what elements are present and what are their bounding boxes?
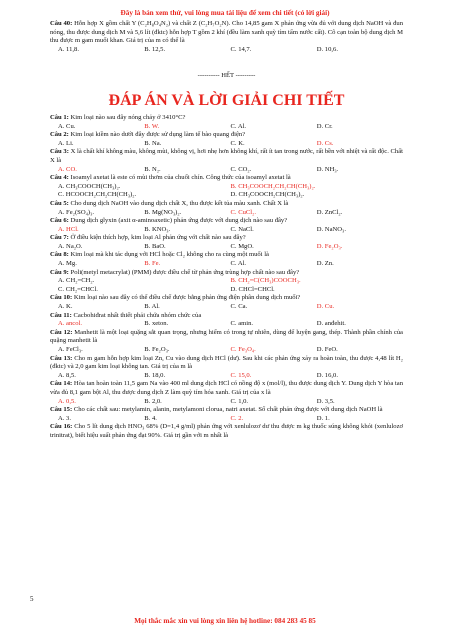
- correct-option: B. CH₂=C(CH₃)COOCH₃.: [230, 277, 301, 285]
- question-text: Cho m gam hỗn hợp kim loại Zn, Cu vào dung dịch HCl (dư). Sau khi các phản ứng xảy ra hoàn toàn, thu được 4,48 lít H₂ (đktc) và 2,0 gam kim loại không tan. Giá trị của m là: [50, 354, 403, 371]
- answer-options: [50, 166, 403, 175]
- question-text: Cho dung dịch NaOH vào dung dịch chất X, thu được kết tủa màu xanh. Chất X là: [70, 199, 289, 207]
- answer-question: [50, 423, 403, 440]
- option: B. Mg(NO₃)₂.: [144, 208, 182, 216]
- question-text: Dung dịch glyxin (axit α-aminoaxetic) phản ứng được với dung dịch nào sau đây?: [70, 217, 288, 225]
- option: C. CH₂=CHCl.: [58, 285, 98, 293]
- option: A. CH₃COOCH(CH₃)₂.: [58, 182, 121, 190]
- option: A. Fe₂(SO₄)₃.: [58, 208, 95, 216]
- option: D. CH₃COOCH₂CH(CH₃)₂.: [230, 191, 305, 199]
- question-text: Kim loại mà khi tác dụng với HCl hoặc Cl₂ không cho ra cùng một muối là: [70, 251, 269, 259]
- answer-options: [50, 226, 403, 235]
- correct-option: A. 0,5.: [58, 397, 76, 405]
- question-label: Câu 10:: [50, 294, 73, 302]
- answer-question: [50, 355, 403, 372]
- answer-question: [50, 200, 403, 209]
- correct-option: B. W.: [144, 122, 160, 130]
- question-label: Câu 7:: [50, 234, 69, 242]
- option: A. Na₂O.: [58, 242, 83, 250]
- option: A. 8,5.: [58, 371, 76, 379]
- option: B. Al.: [144, 303, 160, 311]
- option: C. 1,0.: [230, 397, 249, 405]
- answer-options: [50, 183, 403, 200]
- option: C. NaCl.: [230, 225, 254, 233]
- answer-question: [50, 269, 403, 278]
- question-label: Câu 6:: [50, 217, 69, 225]
- answer-options: [50, 303, 403, 312]
- option: D. NaNO₃.: [316, 225, 346, 233]
- question-text: Cho các chất sau: metylamin, alanin, metylamoni clorua, natri axetat. Số chất phản ứng được với dung dịch NaOH là: [73, 406, 383, 414]
- option: D. ZnCl₂.: [316, 208, 343, 216]
- question-label: Câu 14:: [50, 380, 73, 388]
- question-label: Câu 4:: [50, 174, 69, 182]
- correct-option: C. 2.: [230, 414, 244, 422]
- option: B. KNO₃.: [144, 225, 171, 233]
- question-label: Câu 1:: [50, 113, 69, 121]
- question-label: Câu 3:: [50, 148, 69, 156]
- answer-options: [50, 320, 403, 329]
- option: D. anđehit.: [316, 320, 346, 328]
- document-body: [50, 20, 403, 441]
- option: A. Li.: [58, 139, 74, 147]
- option: A. FeCl₃.: [58, 346, 83, 353]
- answer-question: [50, 114, 403, 123]
- correct-option: B. Fe.: [144, 260, 161, 268]
- answer-options: [50, 243, 403, 252]
- option: A. K.: [58, 303, 73, 311]
- option: A. CH₂=CH₂.: [58, 277, 95, 285]
- answer-options: [50, 260, 403, 269]
- option: B. Na.: [144, 139, 162, 147]
- answer-question: [50, 329, 403, 346]
- end-separator: ---------- HẾT ---------: [197, 72, 256, 80]
- answer-question: [50, 217, 403, 226]
- option: A. Cu.: [58, 122, 76, 130]
- correct-option: A. HCl.: [58, 225, 79, 233]
- question-label: Câu 40:: [50, 20, 73, 27]
- question-label: Câu 15:: [50, 406, 73, 414]
- question-text: Isoamyl axetat là este có mùi thơm của chuối chín. Công thức của isoamyl axetat là: [70, 174, 291, 182]
- answer-options: [50, 346, 403, 355]
- correct-option: A. ancol.: [58, 320, 82, 328]
- option: B. BaO.: [144, 242, 166, 250]
- option: A. 3.: [58, 414, 72, 422]
- question-40: [50, 20, 403, 46]
- answer-question: [50, 131, 403, 140]
- correct-option: B. CH₃COOCH₂CH₂CH(CH₃)₂.: [230, 182, 316, 190]
- correct-option: C. 15,0.: [230, 371, 252, 379]
- option: C. Al.: [230, 260, 247, 268]
- correct-option: C. CuCl₂.: [230, 208, 257, 216]
- question-label: Câu 16:: [50, 423, 73, 431]
- option: D. Zn.: [316, 260, 334, 268]
- option: C. Ca.: [230, 303, 248, 311]
- answer-title: ĐÁP ÁN VÀ LỜI GIẢI CHI TIẾT: [108, 91, 345, 109]
- correct-option: A. CO.: [58, 165, 77, 173]
- question-label: Câu 9:: [50, 268, 69, 276]
- question-label: Câu 12:: [50, 328, 73, 336]
- question-text: Cacbohiđrat nhất thiết phải chứa nhóm chức của: [73, 311, 202, 319]
- option: C. Al.: [230, 122, 247, 130]
- option: D. Cr.: [316, 122, 333, 130]
- preview-banner: Đây là bản xem thử, vui lòng mua tài liệu để xem chi tiết (có lời giải): [120, 9, 330, 17]
- answer-question: [50, 406, 403, 415]
- option: B. xeton.: [144, 320, 169, 328]
- question-text: Ở điều kiện thích hợp, kim loại Al phản ứng với chất nào sau đây?: [70, 234, 246, 242]
- answer-options: [50, 209, 403, 218]
- correct-option: D. Cu.: [316, 303, 335, 311]
- hotline-banner: Mọi thắc mắc xin vui lòng xin liên hệ hotline: 084 283 45 85: [134, 617, 316, 625]
- page-number: 5: [30, 595, 34, 603]
- option: D. FeO.: [316, 346, 338, 353]
- question-text: Poli(metyl metacrylat) (PMM) được điều chế từ phản ứng trùng hợp chất nào sau đây?: [70, 268, 300, 276]
- answer-question: [50, 174, 403, 183]
- correct-option: C. Fe₃O₄.: [230, 346, 256, 353]
- question-text: Kim loại nào sau đây có thể điều chế được bằng phản ứng điện phân dung dịch muối?: [73, 294, 301, 302]
- answer-question: [50, 312, 403, 321]
- question-label: Câu 8:: [50, 251, 69, 259]
- answer-options: [50, 415, 403, 424]
- question-text: Kim loại nào sau đây nóng chảy ở 3410°C?: [70, 113, 186, 121]
- question-label: Câu 2:: [50, 131, 69, 139]
- option: D. 16,0.: [316, 371, 338, 379]
- answer-options: [50, 277, 403, 294]
- answer-options: [50, 123, 403, 132]
- answer-question: [50, 234, 403, 243]
- question-text: Cho 5 lít dung dịch HNO₃ 68% (D=1,4 g/ml) phản ứng với xenlulozơ dư thu được m kg thuốc súng không khói (xenlulozơ trinitrat), biết hiệu suất phản ứng đạt 90%. Giá trị gần với m nhất là: [50, 423, 403, 439]
- option: C. CO₂.: [230, 165, 252, 173]
- answer-list: [50, 114, 403, 441]
- option-b: B. 12,5.: [144, 45, 166, 53]
- option: B. 2,0.: [144, 397, 162, 405]
- option: C. amin.: [230, 320, 254, 328]
- option: D. CHCl=CHCl.: [230, 285, 275, 293]
- option: B. N₂.: [144, 165, 161, 173]
- option: D. NH₃.: [316, 165, 339, 173]
- correct-option: D. Fe₂O₃.: [316, 242, 343, 250]
- answer-question: [50, 251, 403, 260]
- option-d: D. 10,6.: [316, 45, 338, 53]
- option: A. Mg.: [58, 260, 77, 268]
- question-text: Hòa tan hoàn toàn 11,5 gam Na vào 400 ml dung dịch HCl có nồng độ x (mol/l), thu được dung dịch Y. Dung dịch Y hòa tan vừa đủ 8,1 gam bột Al, thu được dung dịch Z làm quỳ tím hóa xanh. Giá trị của x là: [50, 380, 403, 396]
- question-text: Kim loại kiềm nào dưới đây được sử dụng làm tế bào quang điện?: [70, 131, 246, 139]
- answer-options: [50, 398, 403, 407]
- option: B. Fe₂O₃.: [144, 346, 170, 353]
- option: C. K.: [230, 139, 245, 147]
- answer-options: [50, 140, 403, 149]
- option: C. HCOOCH₂CH₂CH(CH₃)₂.: [58, 191, 137, 199]
- option: B. 4.: [144, 414, 157, 422]
- option: D. 3,5.: [316, 397, 335, 405]
- option-c: C. 14,7.: [230, 45, 252, 53]
- answer-question: [50, 294, 403, 303]
- question-40-options: [50, 46, 403, 55]
- answer-options: [50, 372, 403, 381]
- question-text: X là chất khí không màu, không mùi, không vị, hơi nhẹ hơn không khí, rất ít tan trong nước, rất bền với nhiệt và rất độc. Chất X là: [50, 148, 403, 164]
- question-text: Manhetit là một loại quặng sắt quan trọng, nhưng hiếm có trong tự nhiên, dùng để luyện gang, thép. Thành phần chính của quặng manhetit là: [50, 328, 403, 345]
- option-a: A. 11,8.: [58, 45, 80, 53]
- correct-option: D. Cs.: [316, 139, 334, 147]
- answer-question: [50, 148, 403, 165]
- question-label: Câu 13:: [50, 354, 73, 362]
- option: D. 1.: [316, 414, 330, 422]
- question-text: Hỗn hợp X gồm chất Y (C₂H₈O₄N₂) và chất Z (C₂H₇O₂N). Cho 14,85 gam X phản ứng vừa đủ với dung dịch NaOH và đun nóng, thu được dung dịch M và 5,6 lít (đktc) hỗn hợp T gồm 2 khí (đều làm xanh quỳ tím tẩm nước cất). Cô cạn toàn bộ dung dịch M thu được m gam muối khan. Giá trị của m có thể là: [50, 20, 403, 45]
- option: C. MgO.: [230, 242, 254, 250]
- question-label: Câu 11:: [50, 311, 72, 319]
- option: B. 18,0.: [144, 371, 166, 379]
- answer-question: [50, 380, 403, 397]
- question-label: Câu 5:: [50, 199, 69, 207]
